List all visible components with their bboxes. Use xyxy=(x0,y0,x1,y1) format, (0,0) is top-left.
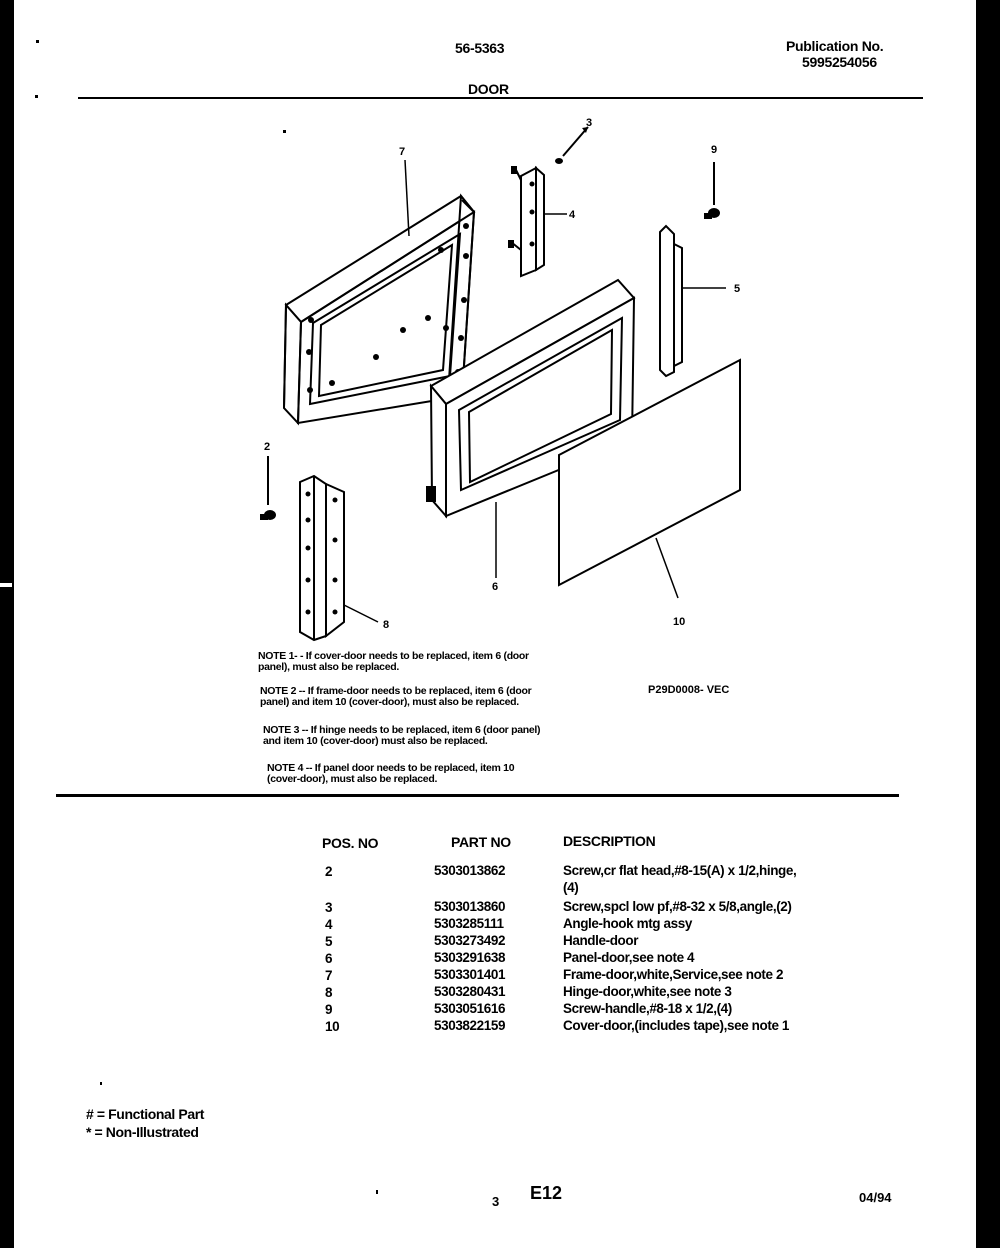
table-cell-part: 5303301401 xyxy=(434,967,506,982)
callout-8: 8 xyxy=(383,619,390,631)
table-cell-description: Screw-handle,#8-18 x 1/2,(4) xyxy=(563,1001,732,1016)
table-cell-pos: 8 xyxy=(325,985,333,1000)
scan-speck xyxy=(376,1190,378,1194)
scan-speck xyxy=(100,1082,102,1085)
table-cell-description: Screw,cr flat head,#8-15(A) x 1/2,hinge, xyxy=(563,863,797,878)
callout-10: 10 xyxy=(673,616,686,628)
callout-9: 9 xyxy=(711,144,718,156)
table-cell-description-cont: (4) xyxy=(563,880,579,895)
table-cell-description: Handle-door xyxy=(563,933,639,948)
drawing-code: P29D0008- VEC xyxy=(648,684,730,696)
handle-door-drawing xyxy=(660,226,726,376)
table-cell-description: Hinge-door,white,see note 3 xyxy=(563,984,732,999)
scan-speck xyxy=(35,95,38,98)
section-rule xyxy=(56,794,899,797)
legend xyxy=(86,1105,204,1141)
table-cell-pos: 2 xyxy=(325,864,333,879)
note-3: NOTE 3 -- If hinge needs to be replaced, item 6 (door panel) and item 10 (cover-door) must also be replaced. xyxy=(263,724,541,747)
table-cell-pos: 10 xyxy=(325,1019,340,1034)
legend-non-illustrated: * = Non-Illustrated xyxy=(86,1124,199,1140)
table-cell-part: 5303291638 xyxy=(434,950,506,965)
table-cell-pos: 6 xyxy=(325,951,333,966)
scan-speck xyxy=(283,130,286,133)
callout-2: 2 xyxy=(264,441,271,453)
col-header-part: PART NO xyxy=(451,834,511,850)
scan-speck xyxy=(36,40,39,43)
publication-label: Publication No. xyxy=(786,38,884,54)
table-cell-part: 5303280431 xyxy=(434,984,506,999)
section-title: DOOR xyxy=(468,81,509,97)
angle-hook-drawing xyxy=(511,168,544,276)
col-header-pos: POS. NO xyxy=(322,835,379,851)
table-cell-part: 5303822159 xyxy=(434,1018,506,1033)
table-cell-pos: 4 xyxy=(325,917,333,932)
callout-4: 4 xyxy=(569,209,576,221)
col-header-description: DESCRIPTION xyxy=(563,833,656,849)
model-number: 56-5363 xyxy=(455,40,505,56)
revision-date: 04/94 xyxy=(859,1190,892,1205)
table-cell-part: 5303013860 xyxy=(434,899,506,914)
table-cell-pos: 7 xyxy=(325,968,333,983)
table-cell-pos: 3 xyxy=(325,900,333,915)
callout-6: 6 xyxy=(492,581,499,593)
table-cell-description: Frame-door,white,Service,see note 2 xyxy=(563,967,784,982)
table-cell-pos: 9 xyxy=(325,1002,333,1017)
page-code: E12 xyxy=(530,1183,563,1203)
exploded-door-diagram xyxy=(14,0,976,650)
table-cell-part: 5303051616 xyxy=(434,1001,506,1016)
table-cell-part: 5303013862 xyxy=(434,863,506,878)
scan-edge-mark xyxy=(0,583,12,587)
callout-7: 7 xyxy=(399,146,406,158)
table-cell-description: Screw,spcl low pf,#8-32 x 5/8,angle,(2) xyxy=(563,899,792,914)
legend-functional: # = Functional Part xyxy=(86,1106,205,1122)
footer-mark: 3 xyxy=(492,1194,500,1209)
table-cell-part: 5303273492 xyxy=(434,933,506,948)
parts-page xyxy=(14,0,976,1248)
callout-3: 3 xyxy=(586,117,593,129)
table-cell-description: Cover-door,(includes tape),see note 1 xyxy=(563,1018,790,1033)
table-cell-description: Angle-hook mtg assy xyxy=(563,916,692,931)
table-cell-pos: 5 xyxy=(325,934,333,949)
note-1: NOTE 1- - If cover-door needs to be replaced, item 6 (door panel), must also be replaced. xyxy=(258,650,529,673)
publication-number: 5995254056 xyxy=(802,54,877,70)
note-4: NOTE 4 -- If panel door needs to be replaced, item 10 (cover-door), must also be replaced. xyxy=(267,762,515,785)
table-cell-description: Panel-door,see note 4 xyxy=(563,950,695,965)
note-2: NOTE 2 -- If frame-door needs to be replaced, item 6 (door panel) and item 10 (cover-door), must also be replaced. xyxy=(260,685,532,708)
callout-5: 5 xyxy=(734,283,741,295)
table-cell-part: 5303285111 xyxy=(434,916,504,931)
